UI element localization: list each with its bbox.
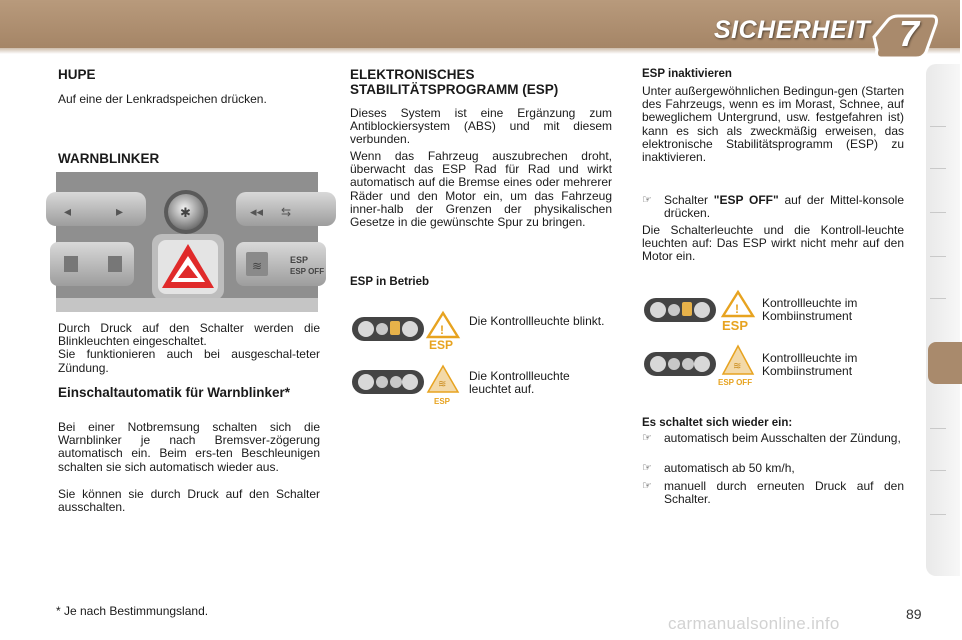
tab-divider [930, 470, 946, 471]
esp-off-lamp-label: ESP OFF [718, 378, 753, 387]
esp-lamp-on-text: Die Kontrollleuchte leuchtet auf. [469, 369, 570, 397]
panel-esp-off-label: ESP OFF [290, 267, 325, 276]
esp-off-switch-bullet [642, 194, 904, 220]
chapter-number: 7 [898, 13, 920, 54]
page-number: 89 [906, 606, 922, 622]
wieder-ein-heading: Es schaltet sich wieder ein: [642, 417, 793, 429]
tab-divider [930, 256, 946, 257]
chapter-thumb-tabs [926, 64, 960, 576]
hupe-text: Auf eine der Lenkradspeichen drücken. [58, 92, 267, 106]
svg-text:✱: ✱ [180, 205, 191, 220]
tab-divider [930, 514, 946, 515]
esp-off-switch-label: "ESP OFF" [713, 193, 779, 207]
hazard-switch-panel-photo [56, 172, 325, 312]
esp-inaktivieren-text: Unter außergewöhnlichen Bedingun-gen (Starten des Fahrzeugs, wenn es im Morast, Schnee, auf beweglichem Untergrund, usw. festgefahren ist) kann es sich als zweckmäßig erweisen, das elektronische Stabilitätsprogramm (ESP) zu inaktivieren. [642, 84, 904, 165]
instrument-cluster-esp-blinking-icon [350, 311, 468, 351]
pointing-hand-icon: ☞ [642, 462, 652, 474]
svg-text:≋: ≋ [438, 379, 447, 390]
tab-divider [930, 212, 946, 213]
watermark: carmanualsonline.info [668, 614, 840, 633]
bullet-text: Schalter [664, 193, 714, 207]
cluster-lamp-label: Kontrollleuchte im Kombiinstrument [762, 296, 858, 324]
svg-text:≋: ≋ [252, 259, 263, 273]
warnblinker-heading: WARNBLINKER [58, 151, 160, 166]
bullet-text: automatisch ab 50 km/h, [664, 461, 795, 475]
instrument-cluster-esp-off-icon [642, 344, 760, 388]
esp-lamp-label: ESP [434, 397, 451, 406]
hupe-heading: HUPE [58, 67, 96, 82]
svg-text:▸: ▸ [116, 203, 124, 219]
svg-text:!: ! [440, 323, 444, 337]
chapter-title: SICHERHEIT [714, 16, 871, 44]
pointing-hand-icon: ☞ [642, 480, 652, 492]
svg-text:⇆: ⇆ [281, 205, 292, 219]
tab-divider [930, 126, 946, 127]
esp-lamp-label: ESP [429, 338, 454, 352]
header-shade [0, 48, 960, 54]
cluster-lamp-label: Kontrollleuchte im Kombiinstrument [762, 351, 858, 379]
esp-paragraph: Wenn das Fahrzeug auszubrechen droht, überwacht das ESP Rad für Rad und wirkt automatisch auf die Bremse eines oder mehrerer Räder und den Motor ein, um das Fahrzeug inner-halb der Grenzen der physikalischen Gesetze in die gewünschte Spur zu bringen. [350, 149, 612, 230]
footnote: * Je nach Bestimmungsland. [56, 604, 209, 618]
esp-inaktivieren-heading: ESP inaktivieren [642, 68, 732, 80]
wieder-ein-bullet [642, 480, 904, 506]
tab-divider [930, 428, 946, 429]
einschaltautomatik-heading: Einschaltautomatik für Warnblinker* [58, 385, 291, 400]
wieder-ein-bullet [642, 432, 904, 445]
tab-divider [930, 298, 946, 299]
esp-lamp-label: ESP [722, 318, 749, 333]
bullet-text: manuell durch erneuten Druck auf den Schalter. [664, 479, 904, 507]
esp-paragraph: Dieses System ist eine Ergänzung zum Antiblockiersystem (ABS) und mit diesem verbunden. [350, 106, 612, 147]
bullet-text: automatisch beim Ausschalten der Zündung, [664, 431, 901, 445]
bullet-text: auf der Mittel-konsole drücken. [664, 193, 904, 221]
svg-text:ESP: ESP [290, 255, 309, 265]
pointing-hand-icon: ☞ [642, 432, 652, 444]
pointing-hand-icon: ☞ [642, 194, 652, 206]
svg-text:◂: ◂ [64, 203, 72, 219]
einschaltautomatik-paragraph: Bei einer Notbremsung schalten sich die Warnblinker je nach Bremsver-zögerung automatisch ein. Beim ers-ten Beschleunigen schalten sie sich automatisch wieder aus. [58, 420, 320, 474]
einschaltautomatik-paragraph: Sie können sie durch Druck auf den Schalter ausschalten. [58, 487, 320, 515]
warnblinker-text: Durch Druck auf den Schalter werden die Blinkleuchten eingeschaltet. Sie funktionieren auch bei ausgeschal-teter Zündung. [58, 321, 320, 375]
tab-divider [930, 168, 946, 169]
instrument-cluster-esp-lit-icon [350, 364, 468, 408]
esp-inaktivieren-result-text: Die Schalterleuchte und die Kontroll-leuchte leuchten auf: Das ESP wirkt nicht mehr auf den Motor ein. [642, 223, 904, 264]
svg-text:≋: ≋ [733, 361, 742, 372]
svg-text:◂◂: ◂◂ [250, 204, 264, 219]
esp-lamp-blinks-text: Die Kontrollleuchte blinkt. [469, 314, 605, 328]
svg-text:!: ! [735, 302, 739, 316]
tab-active-chapter-7[interactable] [928, 342, 962, 384]
wieder-ein-bullet [642, 462, 904, 475]
esp-heading: ELEKTRONISCHES STABILITÄTSPROGRAMM (ESP) [350, 67, 559, 97]
esp-in-betrieb-heading: ESP in Betrieb [350, 276, 430, 288]
instrument-cluster-esp-icon [642, 290, 760, 332]
